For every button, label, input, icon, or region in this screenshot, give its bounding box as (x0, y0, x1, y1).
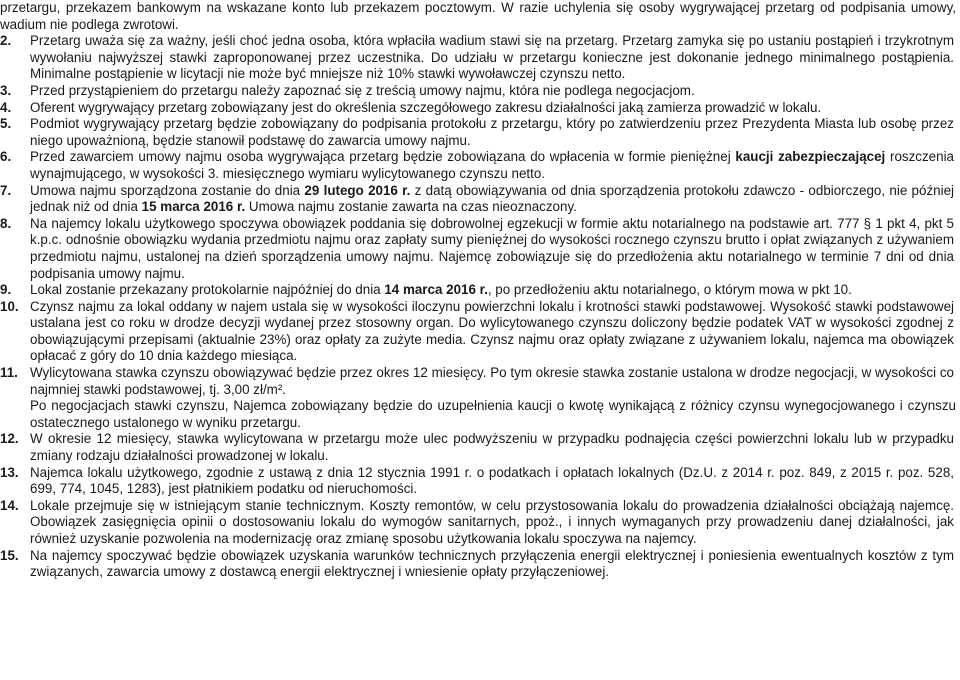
list-item-14 (0, 498, 956, 548)
item-number: 8. (0, 215, 12, 231)
item-text: Podmiot wygrywający przetarg będzie zobowiązany do podpisania protokołu z przetargu, który po zatwierdzeniu przez Prezydenta Miasta lub osobę przez niego upoważnioną, będzie stanowił podstawę do zawarcia umowy najmu. (30, 116, 954, 148)
item-number: 11. (0, 365, 18, 381)
item-text: Przetarg uważa się za ważny, jeśli choć jedna osoba, która wpłaciła wadium stawi się na przetarg. Przetarg zamyka się po ustaniu postąpień i trzykrotnym wywołaniu najwyższej stawki zaproponowanej przez uczestnika. Do udziału w przetargu konieczne jest dokonanie jednego minimalnego postąpienia. Minimalne postąpienie w licytacji nie może być mniejsze niż 10% stawki wywoławczej czynszu netto. (30, 33, 954, 82)
item-text-pre: Przed zawarciem umowy najmu osoba wygrywająca przetarg będzie zobowiązana do wpłacenia w formie pieniężnej (30, 149, 736, 165)
list-item-11 (0, 365, 956, 398)
list-item-9 (0, 282, 956, 299)
item-text (30, 149, 956, 182)
item-number: 15. (0, 547, 19, 563)
item-number: 7. (0, 182, 12, 198)
list-item-12 (0, 431, 956, 464)
item-text-bold-2: 15 marca 2016 r. (141, 199, 246, 215)
item-text-pre: Umowa najmu sporządzona zostanie do dnia (30, 182, 305, 198)
item-number: 9. (0, 282, 12, 298)
item-text-post: roszczenia wynajmującego, w wysokości 3. miesięcznego wymiaru wylicytowanego czynszu netto. (30, 149, 955, 181)
item-number: 13. (0, 464, 19, 480)
item-text: Na najemcy spoczywać będzie obowiązek uzyskania warunków technicznych przyłączenia energii elektrycznej i poniesienia ewentualnych kosztów z tym związanych, zawarcia umowy z dostawcą energii elektrycznej i wniesienie opłaty przyłączeniowej. (30, 547, 954, 580)
list-item-8 (0, 216, 956, 282)
list-item-2 (0, 33, 956, 83)
item-number: 5. (0, 116, 12, 132)
item-number: 12. (0, 431, 19, 447)
list-item-3 (0, 83, 956, 100)
item-number: 4. (0, 99, 12, 115)
item-text (30, 282, 956, 299)
item-text: Na najemcy lokalu użytkowego spoczywa obowiązek poddania się dobrowolnej egzekucji w formie aktu notarialnego na podstawie art. 777 § 1 pkt 4, pkt 5 k.p.c. odnośnie obowiązku wydania przedmiotu najmu oraz zapłaty sumy pieniężnej do wysokości rocznego czynszu brutto i opłat związanych z używaniem przedmiotu najmu, ustalonej na dzień sporządzenia umowy najmu. Najemcę zobowiązuje się do przedłożenia aktu notarialnego w terminie 7 dni od dnia podpisania umowy najmu. (30, 215, 954, 281)
list-item-4 (0, 100, 956, 117)
item-number: 14. (0, 497, 19, 513)
item-text-post: Umowa najmu zostanie zawarta na czas nieoznaczony. (245, 199, 577, 215)
list-item-7 (0, 183, 956, 216)
item-text: Oferent wygrywający przetarg zobowiązany jest do określenia szczegółowego zakresu działalności jaką zamierza prowadzić w lokalu. (30, 99, 822, 115)
list-item-15 (0, 548, 956, 581)
list-item-11-subparagraph: Po negocjacjach stawki czynszu, Najemca zobowiązany będzie do uzupełnienia kaucji o kwotę wynikającą z różnicy czynsu wynegocjowanego i czynszu ostatecznego ustalonego w wyniku przetargu. (30, 398, 956, 430)
list-item-13 (0, 465, 956, 498)
list-item-5 (0, 116, 956, 149)
list-item-10 (0, 299, 956, 365)
item-text (30, 183, 956, 216)
item-number: 10. (0, 298, 19, 314)
item-text-bold: 14 marca 2016 r. (384, 282, 488, 298)
item-number: 6. (0, 149, 12, 165)
item-number: 3. (0, 82, 12, 98)
item-text: Przed przystąpieniem do przetargu należy zapoznać się z treścią umowy najmu, która nie podlega negocjacjom. (30, 82, 695, 98)
list-item-6 (0, 149, 956, 182)
item-text: Czynsz najmu za lokal oddany w najem ustala się w wysokości iloczynu powierzchni lokalu i krotności stawki podstawowej. Wysokość stawki podstawowej ustalana jest co roku w drodze decyzji wydanej przez stosowny organ. Do wylicytowanego czynszu doliczony będzie podatek VAT w wysokości zgodnej z obowiązującymi przepisami (aktualnie 23%) oraz opłaty za zużyte media. Czynsz najmu oraz opłaty związane z używaniem lokalu, najemca ma obowiązek opłacać z góry do 10 dnia każdego miesiąca. (30, 298, 954, 364)
item-text-mid: z datą obowiązywania od dnia sporządzenia protokołu zdawczo - odbiorczego, nie później jednak niż od dnia (30, 182, 954, 215)
item-text-pre: Lokal zostanie przekazany protokolarnie najpóźniej do dnia (30, 282, 385, 298)
item-text: Lokale przejmuje się w istniejącym stanie technicznym. Koszty remontów, w celu przystosowania lokalu do prowadzenia działalności obciążają najemcę. Obowiązek zasięgnięcia opinii o dostosowaniu lokalu do wymogów sanitarnych, ppoż., i innych wymaganych przy prowadzeniu danej działalności, jak również uzyskanie pozwolenia na modernizację oraz zmianę sposobu użytkowania lokalu spoczywa na najemcy. (30, 497, 954, 546)
item-number: 2. (0, 33, 12, 49)
item-text-bold: kaucji zabezpieczającej (735, 149, 886, 165)
item-text: Najemca lokalu użytkowego, zgodnie z ustawą z dnia 12 stycznia 1991 r. o podatkach i opłatach lokalnych (Dz.U. z 2014 r. poz. 849, z 2015 r. poz. 528, 699, 774, 1045, 1283), jest płatnikiem podatku od nieruchomości. (30, 464, 954, 497)
item-text: Wylicytowana stawka czynszu obowiązywać będzie przez okres 12 miesięcy. Po tym okresie stawka zostanie ustalona w drodze negocjacji, w wysokości co najmniej stawki podstawowej, tj. 3,00 zł/m². (30, 365, 954, 397)
intro-paragraph: przetargu, przekazem bankowym na wskazane konto lub przekazem pocztowym. W razie uchylenia się osoby wygrywającej przetarg od podpisania umowy, wadium nie podlega zwrotowi. (0, 0, 956, 32)
item-text: W okresie 12 miesięcy, stawka wylicytowana w przetargu może ulec podwyższeniu w przypadku podnajęcia części powierzchni lokalu lub w przypadku zmiany rodzaju działalności prowadzonej w lokalu. (30, 431, 954, 464)
item-text-bold: 29 lutego 2016 r. (304, 182, 411, 198)
item-text-post: , po przedłożeniu aktu notarialnego, o którym mowa w pkt 10. (487, 282, 852, 298)
